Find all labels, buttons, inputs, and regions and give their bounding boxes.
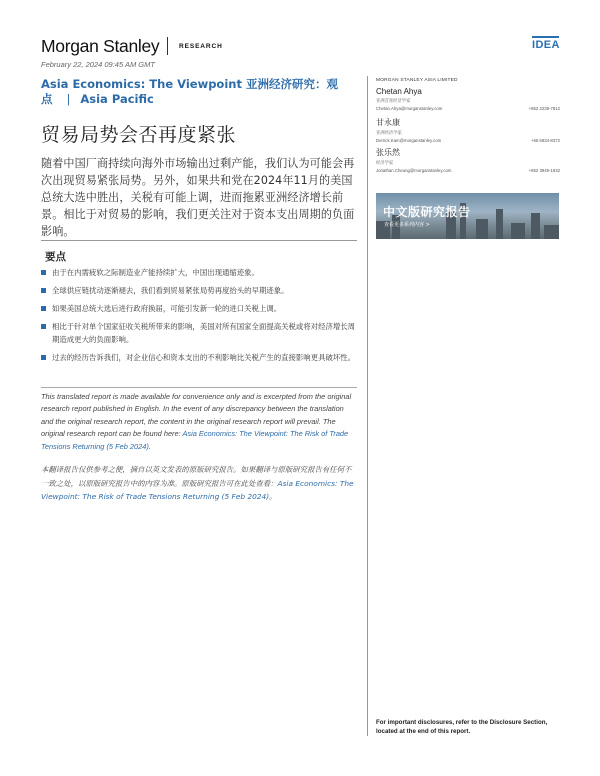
analyst-contact <box>376 138 560 143</box>
analyst-contact <box>376 168 560 173</box>
report-summary: 随着中国厂商持续向海外市场输出过剩产能，我们认为可能会再次出现贸易紧张局势。另外，如果共和党在2024年11月的美国总统大选中胜出，关税有可能上调，进而拖累亚洲经济增长前景。相比于对贸易的影响，我们更关注对于资本支出周期的负面影响。 <box>41 157 355 238</box>
divider <box>41 240 357 241</box>
key-point-text: 由于在内需疲软之际制造业产能持续扩大，中国出现通缩迹象。 <box>52 268 259 277</box>
analyst-name: 甘永康 <box>376 118 400 127</box>
list-item <box>41 266 357 279</box>
disclaimer-end: . <box>148 441 151 451</box>
square-bullet-icon <box>41 355 46 360</box>
analyst-card <box>376 117 560 143</box>
disclaimer-end: 。 <box>269 492 277 501</box>
report-series <box>41 77 356 107</box>
list-item <box>41 320 357 346</box>
square-bullet-icon <box>41 306 46 311</box>
square-bullet-icon <box>41 288 46 293</box>
square-bullet-icon <box>41 324 46 329</box>
key-points-heading: 要点 <box>45 251 66 263</box>
section-label: RESEARCH <box>179 43 223 50</box>
series-separator: | <box>66 92 71 106</box>
entity-label: MORGAN STANLEY ASIA LIMITED <box>376 78 458 83</box>
original-report-link[interactable]: Asia Economics: The Viewpoint: The Risk of Trade Tensions Returning (5 Feb 2024) <box>41 429 349 451</box>
key-point-text: 如果美国总统大选后进行政府换届，可能引发新一轮的进口关税上调。 <box>52 304 282 313</box>
skyline-shape <box>496 209 503 239</box>
sidebar-divider <box>367 76 368 736</box>
skyline-shape <box>476 219 488 239</box>
analyst-phone: +65 6834-8372 <box>530 138 560 143</box>
publish-date: February 22, 2024 09:45 AM GMT <box>41 60 155 69</box>
disclaimer-text: 本翻译报告仅供参考之便，摘自以英文发表的原版研究报告。如果翻译与原版研究报告有任何不一致之处，以原版研究报告中的内容为准。原版研究报告可在此处查看： <box>41 465 352 488</box>
region-label: Asia Pacific <box>80 92 154 106</box>
disclaimer-chinese <box>41 463 357 504</box>
key-point-text: 过去的经历告诉我们，对企业信心和资本支出的不利影响比关税产生的直接影响更具破坏性。 <box>52 353 356 362</box>
divider <box>41 387 357 388</box>
key-point-text: 全球供应链扰动逐渐褪去，我们看到贸易紧张局势再度抬头的早期迹象。 <box>52 286 289 295</box>
list-item <box>41 351 357 364</box>
square-bullet-icon <box>41 270 46 275</box>
analyst-contact <box>376 106 560 111</box>
analyst-card <box>376 87 560 111</box>
idea-badge: IDEA <box>532 39 560 51</box>
disclaimer-english <box>41 391 357 453</box>
series-name-cont: 点 <box>41 92 53 106</box>
series-name: Asia Economics: The Viewpoint 亚洲经济研究：观 <box>41 77 338 91</box>
list-item <box>41 284 357 297</box>
original-report-link[interactable]: Asia Economics: The Viewpoint: The Risk of Trade Tensions Returning (5 Feb 2024) <box>41 478 354 501</box>
analyst-role: 经济学家 <box>376 160 394 165</box>
disclosure-note: For important disclosures, refer to the Disclosure Section, located at the end of this report. <box>376 719 548 735</box>
analyst-email[interactable]: Chetan.Ahya@morganstanley.com <box>376 106 443 111</box>
analyst-role: 亚洲经济学家 <box>376 130 402 135</box>
key-points-list <box>41 266 357 369</box>
report-title: 贸易局势会否再度紧张 <box>41 124 237 146</box>
analyst-name: Chetan Ahya <box>376 87 422 96</box>
analyst-name: 张乐然 <box>376 148 400 157</box>
skyline-shape <box>511 223 525 239</box>
chinese-reports-banner[interactable] <box>376 193 559 239</box>
banner-link[interactable]: 查看更多系列内容 > <box>384 222 430 228</box>
idea-badge-bar <box>532 36 559 38</box>
analyst-card <box>376 147 560 173</box>
logo-divider <box>167 37 168 55</box>
analyst-phone: +852 2239-7812 <box>528 106 560 111</box>
analyst-email[interactable]: Jonathan.Cheung@morganstanley.com <box>376 168 452 173</box>
skyline-shape <box>544 225 559 239</box>
brand-logo: Morgan Stanley <box>41 36 160 56</box>
analyst-email[interactable]: Derrick.Kam@morganstanley.com <box>376 138 442 143</box>
skyline-shape <box>531 213 540 239</box>
list-item <box>41 302 357 315</box>
banner-title: 中文版研究报告 <box>383 205 471 219</box>
key-point-text: 相比于针对单个国家征收关税所带来的影响，美国对所有国家全面提高关税或将对经济增长周期造成更大的负面影响。 <box>52 322 356 344</box>
disclaimer-text: This translated report is made available for convenience only and is excerpted from the original research report published in English. In the event of any discrepancy between the translation and the original research report, the content in the original research report will prevail. The original research report can be found here: <box>41 392 352 439</box>
analyst-phone: +852 3949-1932 <box>528 168 560 173</box>
analyst-role: 亚洲首席经济学家 <box>376 98 411 103</box>
